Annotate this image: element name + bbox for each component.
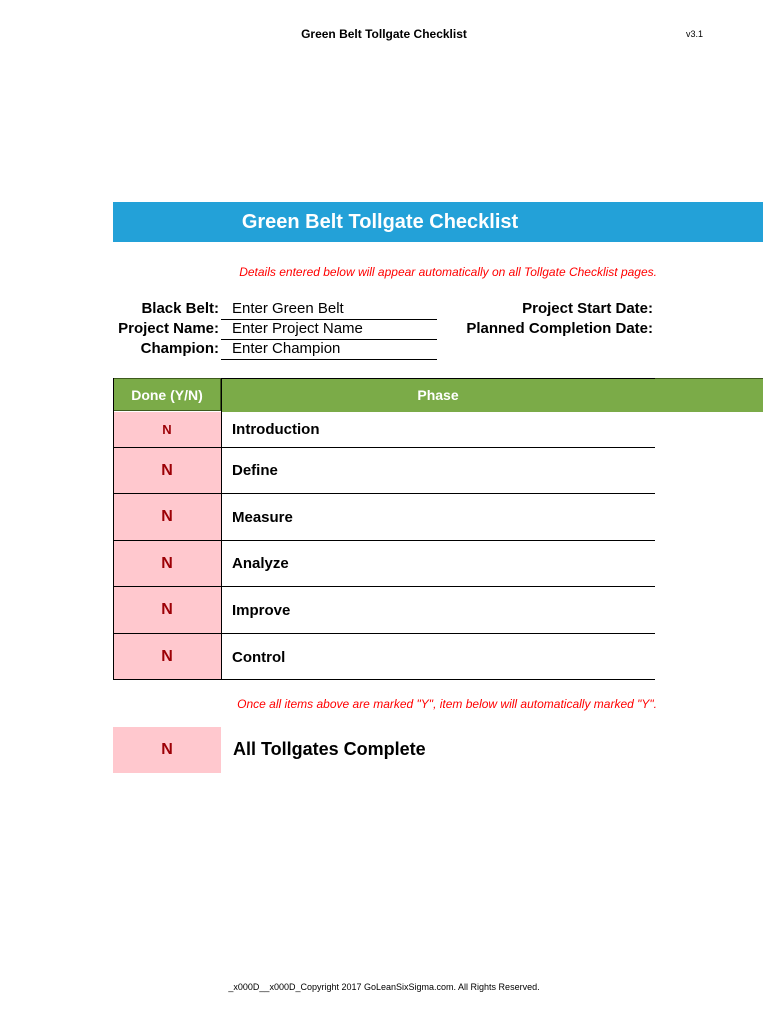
table-border-top	[221, 378, 655, 379]
done-column-header	[113, 378, 221, 411]
phase-cell: Analyze	[232, 555, 289, 572]
done-cell[interactable]: N	[113, 541, 221, 586]
phase-cell: Define	[232, 462, 278, 479]
banner-title: Green Belt Tollgate Checklist	[241, 211, 519, 233]
row-divider	[113, 586, 655, 587]
table-row	[113, 587, 655, 633]
project-name-field[interactable]	[221, 320, 437, 340]
black-belt-label: Black Belt:	[141, 300, 219, 317]
table-row	[113, 412, 655, 447]
done-cell[interactable]: N	[113, 494, 221, 540]
completion-date-label: Planned Completion Date:	[466, 320, 653, 337]
done-cell[interactable]: N	[113, 634, 221, 680]
phase-header-label: Phase	[417, 387, 459, 403]
table-border-bottom	[113, 679, 655, 680]
all-complete-status-cell[interactable]: N	[113, 727, 221, 773]
completion-note: Once all items above are marked "Y", item below will automatically marked "Y".	[237, 697, 657, 711]
phase-cell: Improve	[232, 601, 291, 619]
start-date-label: Project Start Date:	[522, 300, 653, 317]
champion-label: Champion:	[140, 340, 219, 357]
table-row	[113, 634, 655, 680]
table-column-divider	[221, 378, 222, 680]
table-border-left	[113, 378, 114, 680]
done-cell[interactable]: N	[113, 412, 221, 447]
black-belt-value: Enter Green Belt	[232, 300, 344, 317]
done-cell[interactable]: N	[113, 448, 221, 493]
champion-value: Enter Champion	[232, 340, 341, 357]
black-belt-field[interactable]	[221, 300, 437, 320]
row-divider	[113, 493, 655, 494]
row-divider	[113, 540, 655, 541]
project-name-value: Enter Project Name	[232, 320, 363, 337]
done-cell[interactable]: N	[113, 587, 221, 633]
project-name-label: Project Name:	[118, 320, 219, 337]
phase-cell: Measure	[232, 508, 293, 526]
table-row	[113, 541, 655, 586]
details-note: Details entered below will appear automatically on all Tollgate Checklist pages.	[239, 265, 657, 279]
champion-field[interactable]	[221, 340, 437, 360]
phase-column-header	[221, 378, 763, 412]
table-row	[113, 494, 655, 540]
done-header-label: Done (Y/N)	[131, 386, 203, 403]
page-header-title: Green Belt Tollgate Checklist	[301, 27, 467, 41]
version-label: v3.1	[686, 29, 704, 39]
title-banner	[113, 202, 763, 242]
phase-cell: Control	[232, 648, 286, 666]
phase-cell: Introduction	[232, 421, 320, 438]
table-row	[113, 448, 655, 493]
row-divider	[113, 447, 655, 448]
copyright-footer: _x000D__x000D_Copyright 2017 GoLeanSixSigma.com. All Rights Reserved.	[228, 982, 540, 992]
all-complete-label: All Tollgates Complete	[233, 739, 426, 759]
row-divider	[113, 633, 655, 634]
